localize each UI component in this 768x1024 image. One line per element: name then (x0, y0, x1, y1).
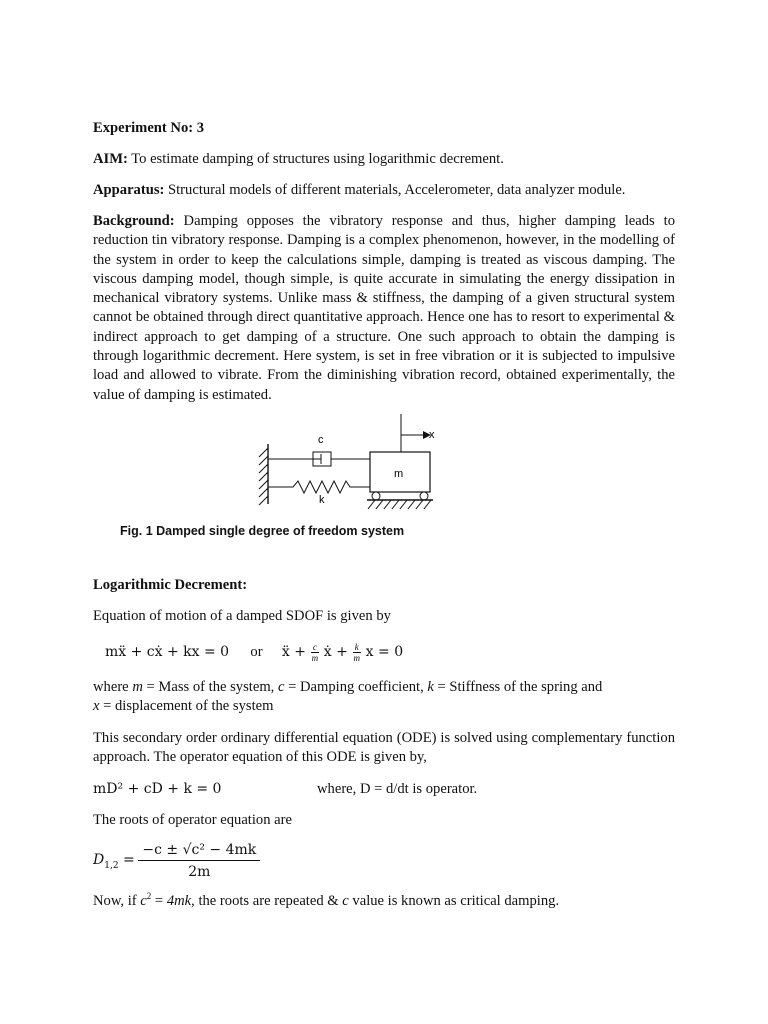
apparatus-text: Structural models of different materials, Accelerometer, data analyzer module. (164, 182, 626, 198)
equation-of-motion (105, 640, 403, 666)
wheel-right (420, 492, 428, 500)
eom-fraction-k-m: $\frac{k}{m}$ (353, 642, 361, 664)
roots-equation (93, 842, 260, 888)
roots-intro: The roots of operator equation are (93, 812, 292, 828)
where-line-1: where m = Mass of the system, c = Damping coefficient, k = Stiffness of the spring and (93, 679, 603, 695)
operator-equation-left: mD² + cD + k = 0 (93, 781, 222, 797)
aim-line (93, 150, 504, 168)
background-paragraph (93, 212, 675, 405)
experiment-heading: Experiment No: 3 (93, 120, 205, 136)
damper-label: c (318, 434, 324, 446)
damper (268, 452, 370, 466)
aim-text: To estimate damping of structures using logarithmic decrement. (127, 151, 504, 167)
spring (268, 481, 370, 493)
wheel-left (372, 492, 380, 500)
apparatus-label: Apparatus: (93, 182, 165, 198)
log-dec-heading: Logarithmic Decrement: (93, 577, 248, 593)
eom-right-3: x = 0 (365, 644, 404, 660)
roots-denominator: 2m (188, 864, 211, 880)
background-text: Damping opposes the vibratory response and thus, higher damping leads to reduction tin vibratory response. Damping is a complex phenomenon, however, in the modelling of the system in order to keep the calculations simple, damping is treated as viscous damping. The viscous damping model, though simple, is quite accurate in simulating the energy dissipation in mechanical vibratory systems. Unlike mass & stiffness, the damping of a given structural system cannot be obtained through direct quantitative approach. Hence one has to resort to experimental & indirect approach to get damping of a structure. One such approach to obtain the damping is through logarithmic decrement. Here system, is set in free vibration or it is subjected to impulsive load and allowed to vibrate. From the diminishing vibration record, obtained experimentally, the value of damping is estimated. (93, 213, 675, 403)
roots-lhs: $D_{1,2}$ = (93, 851, 135, 871)
ode-paragraph: This secondary order ordinary differential equation (ODE) is solved using complementary function approach. The operator equation of this ODE is given by, (93, 730, 675, 766)
roots-numerator: −c ± √c² − 4mk (138, 842, 260, 861)
apparatus-line (93, 181, 625, 199)
operator-definition: where, D = d/dt is operator. (317, 781, 478, 797)
eom-left: mẍ + cẋ + kx = 0 (105, 644, 230, 660)
eom-or: or (250, 644, 263, 660)
eom-right-2: ẋ + (323, 644, 348, 660)
where-line-2: x = displacement of the system (93, 698, 274, 714)
figure-caption: Fig. 1 Damped single degree of freedom system (120, 524, 405, 538)
mass-label: m (394, 468, 404, 480)
aim-label: AIM: (93, 151, 128, 167)
eom-intro: Equation of motion of a damped SDOF is given by (93, 608, 391, 624)
operator-equation (93, 780, 221, 798)
ground-hatch (368, 500, 431, 509)
sdof-figure (255, 412, 455, 517)
x-label: x (429, 429, 435, 441)
wall-hatch (259, 448, 268, 505)
critical-damping-line: Now, if $c^2 = 4mk$, the roots are repeated & c value is known as critical damping. (93, 891, 560, 909)
background-label: Background: (93, 213, 175, 229)
eom-right-1: ẍ + (281, 644, 306, 660)
eom-fraction-c-m: $\frac{c}{m}$ (311, 642, 319, 664)
spring-label: k (319, 494, 325, 506)
roots-fraction (138, 842, 260, 880)
